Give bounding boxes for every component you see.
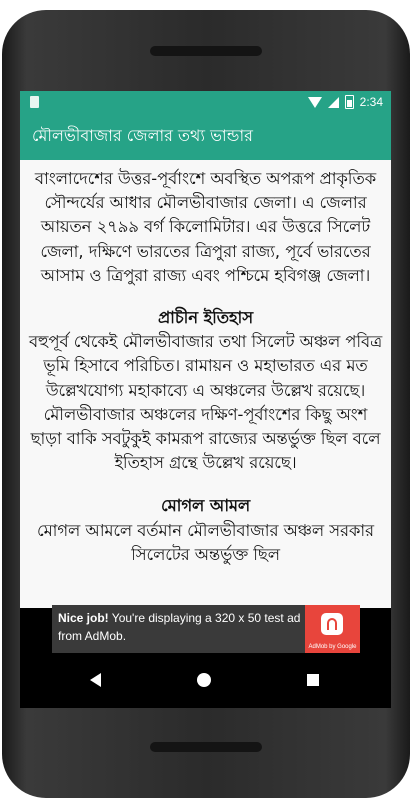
back-icon[interactable] — [90, 673, 101, 687]
section-heading-mughal-era: মোগল আমল — [160, 496, 250, 516]
section-body-ancient-history: বহুপূর্ব থেকেই মৌলভীবাজার তথা সিলেট অঞ্চল পবিত্র ভূমি হিসাবে পরিচিত। রামায়ন ও মহাভারত এর মত উল্লেখযোগ্য মহাকাব্যে এ অঞ্চলের উল্লেখ রয়েছে। মৌলভীবাজার অঞ্চলের দক্ষিণ-পূর্বাংশের কিছু অংশ ছাড়া বাকি সবটুকুই কামরূপ রাজ্যের অন্তর্ভুক্ত ছিল বলে ইতিহাস গ্রন্থে উল্লেখ রয়েছে। — [28, 332, 383, 473]
wifi-icon — [308, 97, 322, 108]
screen — [20, 91, 391, 708]
app-title: মৌলভীবাজার জেলার তথ্য ভান্ডার — [32, 126, 253, 145]
sd-card-icon — [30, 96, 39, 108]
section-heading-ancient-history: প্রাচীন ইতিহাস — [157, 308, 254, 328]
navigation-bar — [20, 653, 391, 708]
status-icons — [308, 93, 383, 111]
ad-bold-text: Nice job! — [58, 611, 109, 625]
ad-message: You're displaying a 320 x 50 test ad from AdMob. — [58, 611, 301, 643]
status-bar — [20, 91, 391, 113]
admob-banner[interactable] — [52, 605, 360, 653]
bottom-speaker — [150, 742, 262, 752]
intro-paragraph: বাংলাদেশের উত্তর-পূর্বাংশে অবস্থিত অপরূপ প্রাকৃতিক সৌন্দর্যের আধার মৌলভীবাজার জেলা। এ জেলার আয়তন ২৭৯৯ বর্গ কিলোমিটার। এর উত্তরে সিলেট জেলা, দক্ষিণে ভারতের ত্রিপুরা রাজ্য, পূর্বে ভারতের আসাম ও ত্রিপুরা রাজ্য এবং পশ্চিমে হবিগঞ্জ জেলা। — [34, 169, 377, 285]
ad-caption: AdMob by Google — [308, 644, 357, 650]
home-icon[interactable] — [197, 673, 211, 687]
section-body-mughal-era: মোগল আমলে বর্তমান মৌলভীবাজার অঞ্চল সরকার সিলেটের অন্তর্ভুক্ত ছিল — [37, 520, 374, 564]
app-bar — [20, 113, 391, 160]
admob-logo-tile — [305, 605, 360, 653]
admob-logo-icon — [321, 613, 343, 635]
status-time: 2:34 — [359, 95, 383, 109]
ad-text — [58, 609, 306, 645]
cell-signal-icon — [328, 97, 339, 108]
recent-apps-icon[interactable] — [307, 674, 319, 686]
article-content[interactable] — [20, 160, 391, 608]
top-speaker — [150, 46, 262, 56]
battery-icon — [345, 95, 354, 109]
